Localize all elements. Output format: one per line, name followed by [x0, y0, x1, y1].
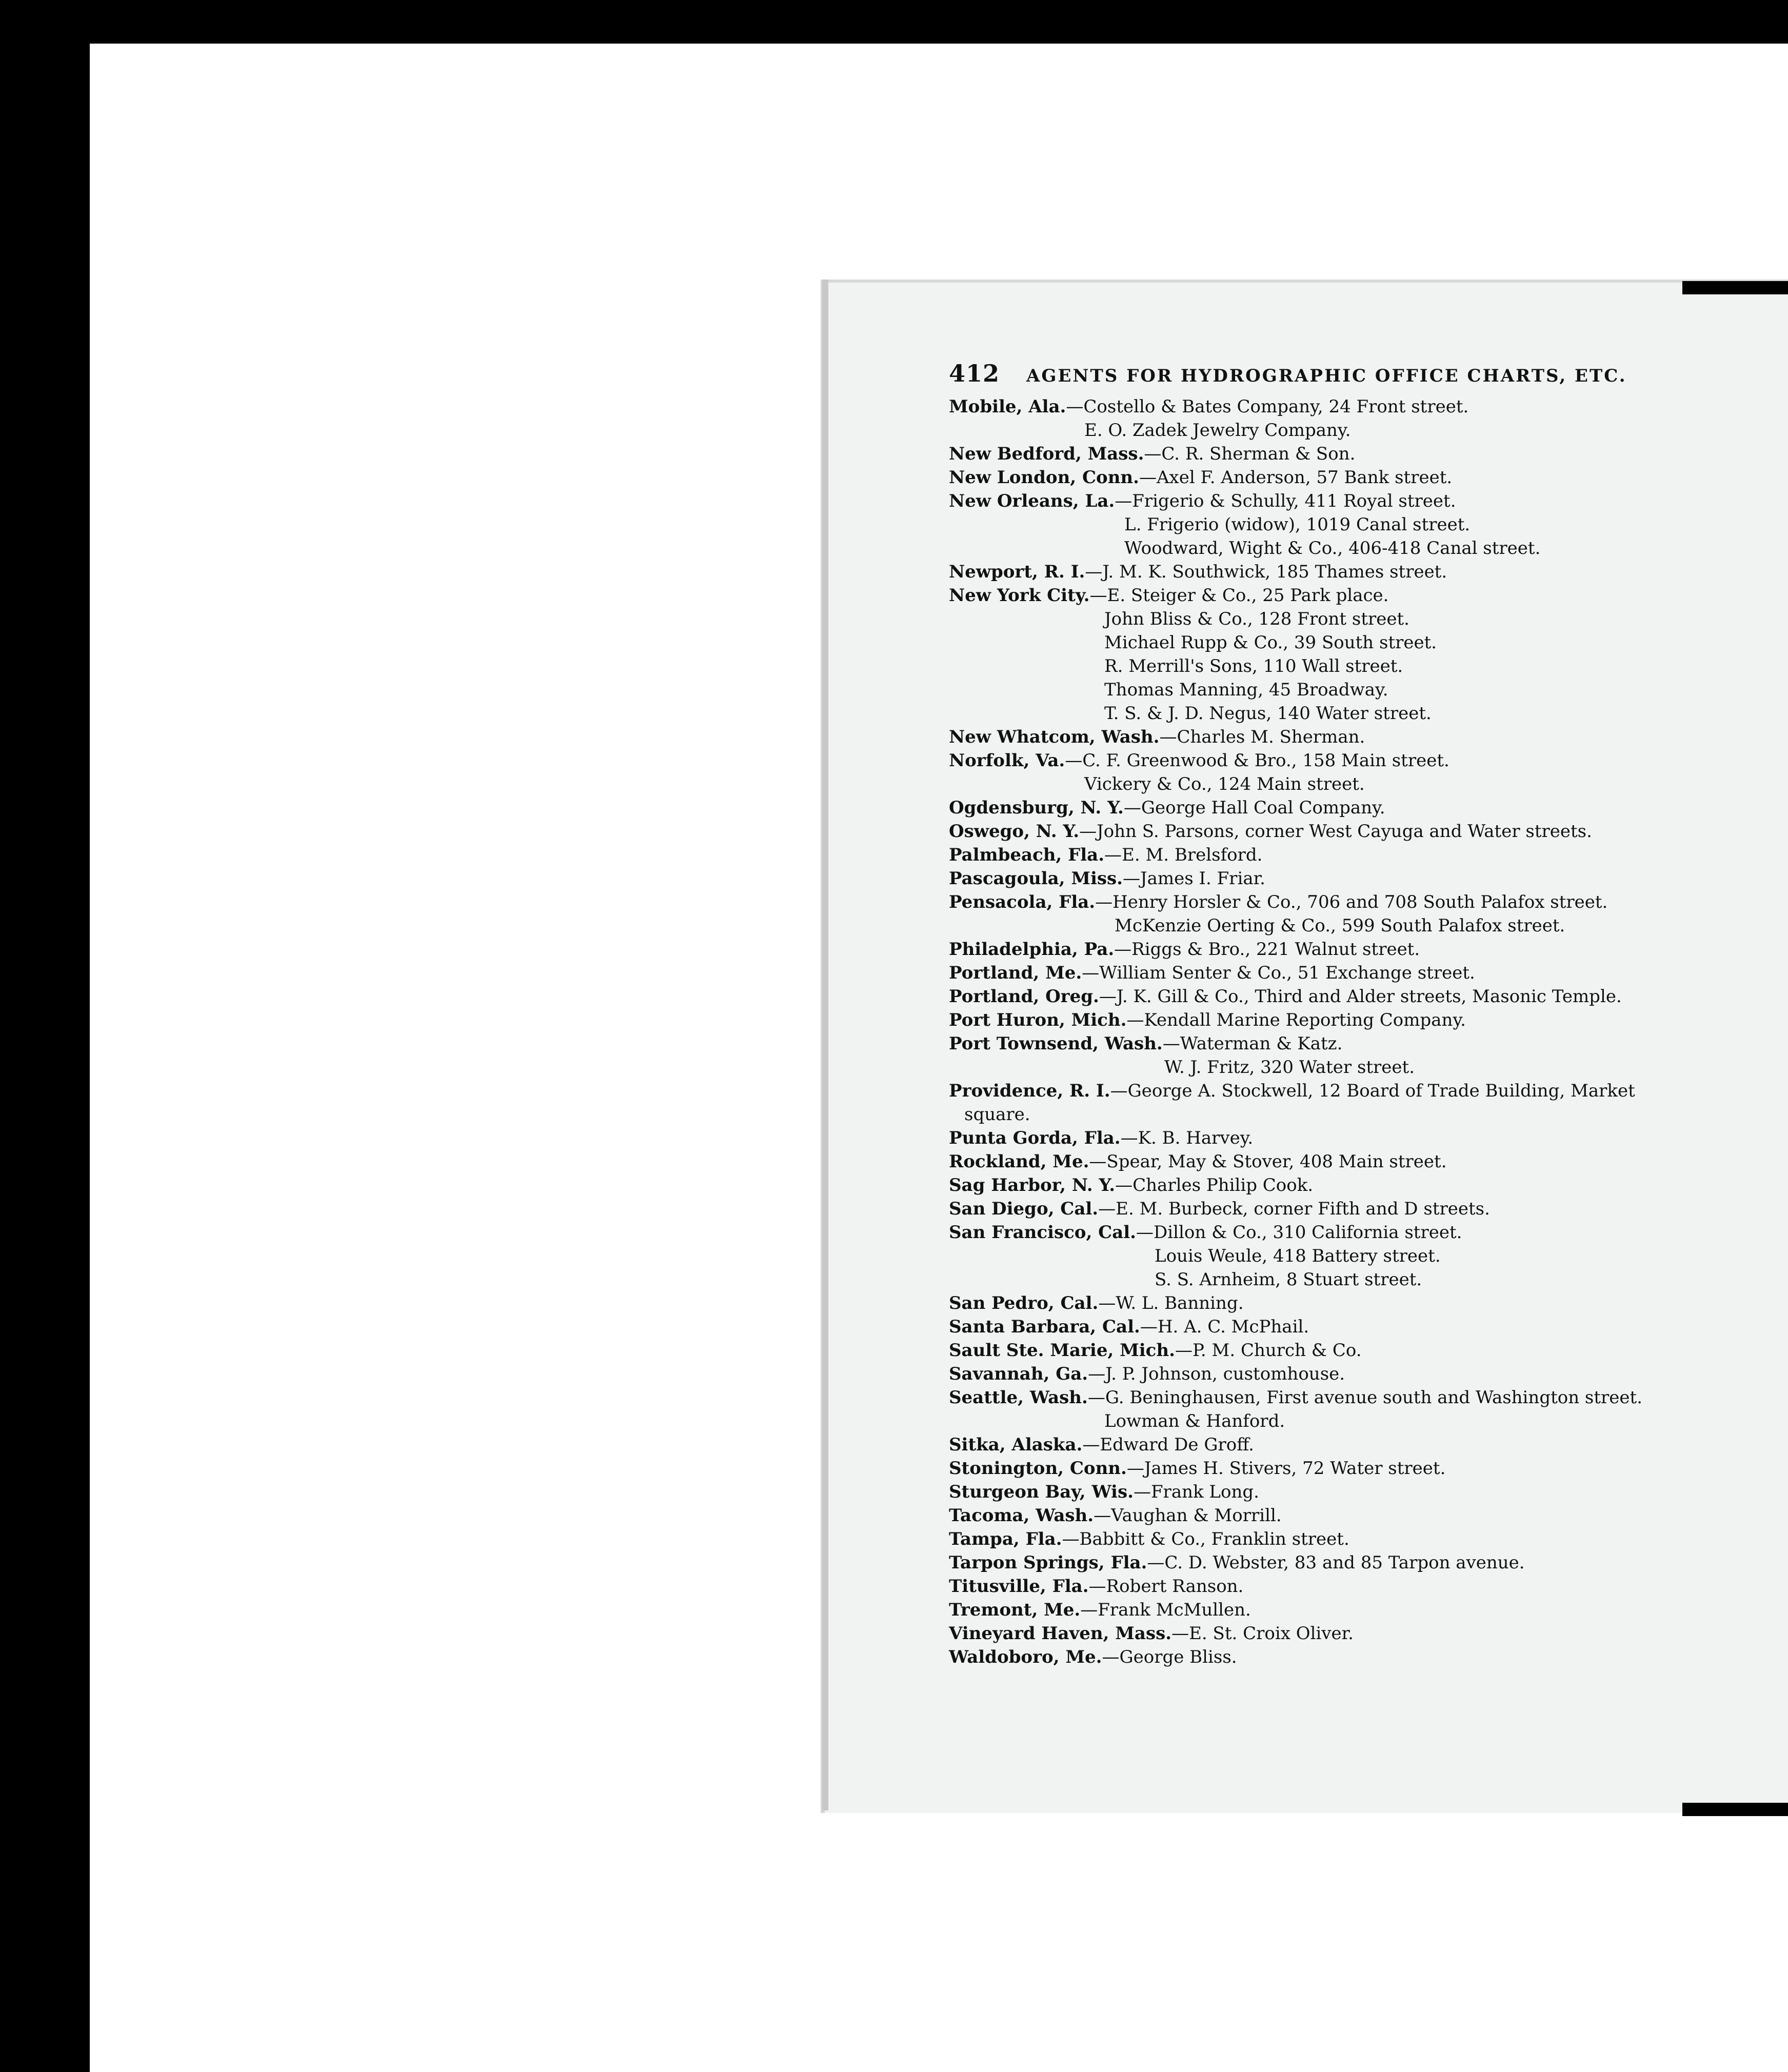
city-name: Tampa, Fla.: [949, 1529, 1062, 1549]
agent-entry: [949, 1386, 1729, 1409]
agent-entry: [949, 1480, 1729, 1504]
city-name: Santa Barbara, Cal.: [949, 1317, 1140, 1337]
agent-text: —George Hall Coal Company.: [1123, 798, 1385, 818]
agent-entry: [949, 796, 1729, 820]
agent-entry: [949, 1457, 1729, 1480]
city-name: Tacoma, Wash.: [949, 1505, 1094, 1526]
agent-entry: [949, 749, 1729, 772]
additional-agent: T. S. & J. D. Negus, 140 Water street.: [1104, 703, 1432, 724]
agent-text: —George A. Stockwell, 12 Board of Trade Building, Market: [1110, 1081, 1635, 1101]
agent-entry: [949, 843, 1729, 867]
agent-text: —James I. Friar.: [1123, 868, 1265, 889]
additional-agent: Woodward, Wight & Co., 406-418 Canal street.: [1124, 538, 1541, 559]
city-name: New London, Conn.: [949, 467, 1139, 488]
agent-text: —George Bliss.: [1102, 1647, 1237, 1667]
city-name: Sitka, Alaska.: [949, 1435, 1083, 1455]
city-name: Seattle, Wash.: [949, 1387, 1088, 1408]
agent-text: —Robert Ranson.: [1088, 1576, 1244, 1597]
agent-text: —G. Beninghausen, First avenue south and Washington street.: [1087, 1387, 1643, 1408]
agent-entry: [949, 725, 1729, 749]
page-content: [949, 362, 1729, 1669]
agent-entry: [949, 1504, 1729, 1527]
agent-text: —Riggs & Bro., 221 Walnut street.: [1114, 939, 1420, 960]
city-name: Palmbeach, Fla.: [949, 845, 1105, 865]
city-name: San Francisco, Cal.: [949, 1222, 1137, 1243]
agent-entry: [949, 1221, 1729, 1244]
agent-entry: [949, 1339, 1729, 1362]
agent-text: —Spear, May & Stover, 408 Main street.: [1089, 1151, 1447, 1172]
additional-agent: Vickery & Co., 124 Main street.: [1084, 774, 1365, 794]
additional-agent: John Bliss & Co., 128 Front street.: [1104, 609, 1409, 629]
agent-text: —C. F. Greenwood & Bro., 158 Main street.: [1065, 750, 1449, 771]
city-name: Titusville, Fla.: [949, 1576, 1089, 1597]
agent-text: —James H. Stivers, 72 Water street.: [1126, 1458, 1446, 1479]
agent-entry: [949, 1551, 1729, 1575]
agent-list: [949, 395, 1729, 1669]
city-name: Portland, Me.: [949, 963, 1082, 983]
agent-entry: [949, 1527, 1729, 1551]
city-name: Sturgeon Bay, Wis.: [949, 1482, 1134, 1502]
agent-text: —Frank Long.: [1133, 1482, 1259, 1502]
agent-text: —Vaughan & Morrill.: [1094, 1505, 1282, 1526]
agent-entry: [949, 1575, 1729, 1598]
additional-agent: R. Merrill's Sons, 110 Wall street.: [1104, 656, 1403, 676]
agent-entry: [949, 466, 1729, 489]
agent-entry: [949, 820, 1729, 843]
agent-entry: [949, 1150, 1729, 1173]
agent-text: —C. D. Webster, 83 and 85 Tarpon avenue.: [1147, 1552, 1525, 1573]
agent-text: —E. M. Burbeck, corner Fifth and D streets.: [1098, 1199, 1490, 1219]
agent-text: —William Senter & Co., 51 Exchange street.: [1082, 963, 1475, 983]
agent-text: —Edward De Groff.: [1082, 1435, 1254, 1455]
city-name: Punta Gorda, Fla.: [949, 1128, 1121, 1148]
additional-agent: McKenzie Oerting & Co., 599 South Palafox street.: [1115, 915, 1565, 936]
agent-text: —Kendall Marine Reporting Company.: [1126, 1010, 1466, 1030]
additional-agent: L. Frigerio (widow), 1019 Canal street.: [1124, 514, 1471, 535]
frame-bar-bottom: [1682, 1803, 1788, 1816]
agent-entry: [949, 560, 1729, 584]
agent-entry: [949, 395, 1729, 419]
agent-entry: [949, 1598, 1729, 1622]
agent-entry: [949, 1645, 1729, 1669]
page-number: 412: [949, 360, 1000, 387]
agent-text: —Axel F. Anderson, 57 Bank street.: [1139, 467, 1453, 488]
city-name: Mobile, Ala.: [949, 396, 1066, 417]
agent-entry: [949, 489, 1729, 513]
agent-text: —John S. Parsons, corner West Cayuga and Water streets.: [1079, 821, 1592, 842]
page-header: [949, 362, 1729, 388]
agent-entry: [949, 890, 1729, 914]
city-name: New Whatcom, Wash.: [949, 727, 1160, 747]
city-name: Sault Ste. Marie, Mich.: [949, 1340, 1175, 1361]
agent-text: —J. K. Gill & Co., Third and Alder streets, Masonic Temple.: [1099, 986, 1622, 1007]
agent-text: —E. St. Croix Oliver.: [1171, 1623, 1354, 1644]
additional-agent: Michael Rupp & Co., 39 South street.: [1104, 632, 1437, 653]
agent-text: —J. P. Johnson, customhouse.: [1088, 1364, 1345, 1384]
city-name: Portland, Oreg.: [949, 986, 1099, 1007]
city-name: Savannah, Ga.: [949, 1364, 1088, 1384]
city-name: Vineyard Haven, Mass.: [949, 1623, 1172, 1644]
city-name: New York City.: [949, 585, 1090, 606]
city-name: San Diego, Cal.: [949, 1199, 1099, 1219]
frame-bar-top: [1682, 281, 1788, 294]
city-name: Sag Harbor, N. Y.: [949, 1175, 1116, 1196]
additional-agent: W. J. Fritz, 320 Water street.: [1164, 1057, 1415, 1078]
agent-entry: [949, 1126, 1729, 1150]
agent-entry: [949, 1362, 1729, 1386]
agent-text: —Frank McMullen.: [1080, 1600, 1251, 1620]
agent-entry: [949, 1079, 1729, 1103]
agent-entry: [949, 961, 1729, 985]
agent-text: —Frigerio & Schully, 411 Royal street.: [1115, 491, 1456, 511]
city-name: New Orleans, La.: [949, 491, 1115, 511]
additional-agent: Lowman & Hanford.: [1104, 1411, 1285, 1431]
agent-entry: [949, 938, 1729, 961]
agent-text: —Costello & Bates Company, 24 Front street.: [1066, 396, 1469, 417]
city-name: Pascagoula, Miss.: [949, 868, 1123, 889]
city-name: Providence, R. I.: [949, 1081, 1110, 1101]
agent-text: —Babbitt & Co., Franklin street.: [1062, 1529, 1349, 1549]
city-name: Pensacola, Fla.: [949, 892, 1096, 912]
additional-agent: Thomas Manning, 45 Broadway.: [1104, 680, 1388, 700]
agent-text: —E. M. Brelsford.: [1104, 845, 1263, 865]
agent-text: —Charles Philip Cook.: [1115, 1175, 1314, 1196]
city-name: New Bedford, Mass.: [949, 444, 1144, 464]
city-name: Stonington, Conn.: [949, 1458, 1127, 1479]
agent-text: —Waterman & Katz.: [1162, 1033, 1343, 1054]
agent-entry: [949, 442, 1729, 466]
agent-entry: [949, 1008, 1729, 1032]
city-name: Tremont, Me.: [949, 1600, 1081, 1620]
agent-text: —P. M. Church & Co.: [1175, 1340, 1362, 1361]
agent-entry: [949, 1291, 1729, 1315]
city-name: Norfolk, Va.: [949, 750, 1065, 771]
agent-entry: [949, 1433, 1729, 1457]
city-name: Newport, R. I.: [949, 562, 1085, 582]
agent-continuation: square.: [964, 1104, 1030, 1125]
agent-entry: [949, 985, 1729, 1008]
additional-agent: S. S. Arnheim, 8 Stuart street.: [1155, 1269, 1422, 1290]
agent-entry: [949, 1173, 1729, 1197]
city-name: Rockland, Me.: [949, 1151, 1089, 1172]
agent-text: —Henry Horsler & Co., 706 and 708 South Palafox street.: [1095, 892, 1608, 912]
city-name: San Pedro, Cal.: [949, 1293, 1099, 1313]
agent-entry: [949, 867, 1729, 890]
page-gutter: [822, 280, 828, 1810]
city-name: Port Townsend, Wash.: [949, 1033, 1163, 1054]
agent-text: —Dillon & Co., 310 California street.: [1136, 1222, 1462, 1243]
additional-agent: E. O. Zadek Jewelry Company.: [1084, 420, 1351, 441]
agent-entry: [949, 1197, 1729, 1221]
agent-text: —W. L. Banning.: [1098, 1293, 1244, 1313]
agent-entry: [949, 584, 1729, 607]
agent-text: —C. R. Sherman & Son.: [1144, 444, 1356, 464]
agent-text: —J. M. K. Southwick, 185 Thames street.: [1085, 562, 1447, 582]
running-title: AGENTS FOR HYDROGRAPHIC OFFICE CHARTS, ETC.: [1026, 366, 1627, 386]
agent-text: —K. B. Harvey.: [1120, 1128, 1254, 1148]
city-name: Philadelphia, Pa.: [949, 939, 1115, 960]
city-name: Ogdensburg, N. Y.: [949, 798, 1124, 818]
city-name: Waldoboro, Me.: [949, 1647, 1102, 1667]
agent-entry: [949, 1622, 1729, 1645]
agent-text: —E. Steiger & Co., 25 Park place.: [1089, 585, 1389, 606]
agent-text: —H. A. C. McPhail.: [1140, 1317, 1309, 1337]
city-name: Port Huron, Mich.: [949, 1010, 1127, 1030]
city-name: Tarpon Springs, Fla.: [949, 1552, 1147, 1573]
agent-text: —Charles M. Sherman.: [1159, 727, 1365, 747]
city-name: Oswego, N. Y.: [949, 821, 1080, 842]
additional-agent: Louis Weule, 418 Battery street.: [1155, 1246, 1441, 1266]
agent-entry: [949, 1032, 1729, 1055]
agent-entry: [949, 1315, 1729, 1339]
